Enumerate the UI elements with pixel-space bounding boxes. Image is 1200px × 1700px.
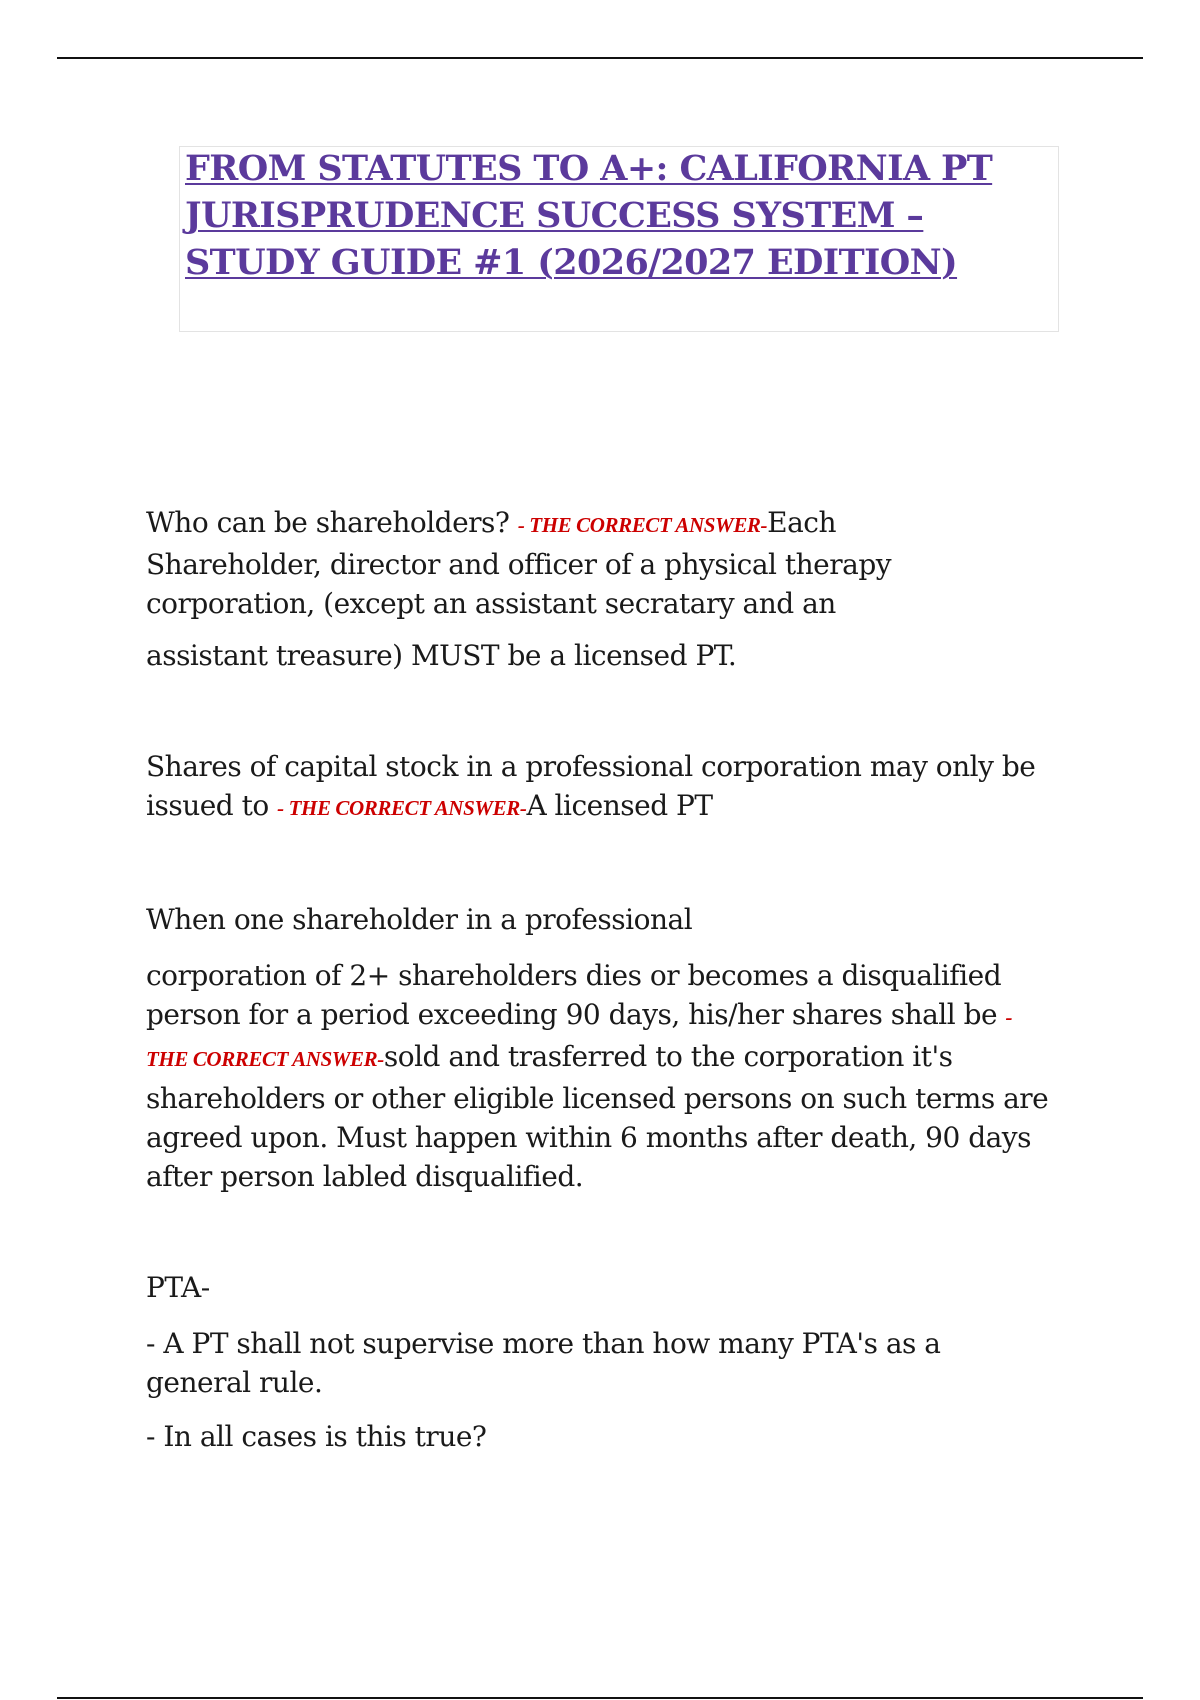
- answer-continuation: assistant treasure) MUST be a licensed PT.: [146, 639, 737, 672]
- correct-answer-marker: - THE CORRECT ANSWER-: [277, 796, 527, 820]
- document-title-link[interactable]: FROM STATUTES TO A+: CALIFORNIA PT JURISPRUDENCE SUCCESS SYSTEM – STUDY GUIDE #1 (2026/2027 EDITION): [185, 148, 993, 283]
- qa-item-4-line-2: - A PT shall not supervise more than how many PTA's as a general rule.: [146, 1327, 941, 1399]
- qa-item-4-line-3: - In all cases is this true?: [146, 1420, 487, 1453]
- question-text: Who can be shareholders?: [146, 506, 518, 539]
- answer-text: A licensed PT: [526, 789, 713, 822]
- question-text: corporation of 2+ shareholders dies or becomes a disqualified person for a period exceeding 90 days, his/her shares shall be: [146, 959, 1006, 1031]
- question-text: Shares of capital stock in a professional corporation may only be issued to: [146, 750, 1036, 822]
- correct-answer-marker: - THE CORRECT ANSWER-: [517, 513, 768, 537]
- answer-text: Each Shareholder, director and officer of a physical therapy corporation, (except an assistant secratary and an: [146, 506, 892, 620]
- answer-text: sold and trasferred to the corporation it's shareholders or other eligible licensed persons on such terms are agreed upon. Must happen within 6 months after death, 90 days after person labled disqualified.: [146, 1040, 1049, 1193]
- qa-item-3-line-1: When one shareholder in a professional: [146, 903, 693, 936]
- footer-rule: [57, 1697, 1143, 1699]
- qa-item-4-heading: PTA-: [146, 1271, 210, 1304]
- header-rule: [57, 57, 1143, 59]
- qa-item-3: [146, 956, 1051, 1196]
- qa-item-2: [146, 747, 1036, 828]
- qa-item-1: [146, 503, 916, 623]
- study-guide-content: [146, 503, 1049, 1456]
- document-title-box: [179, 146, 1059, 332]
- correct-answer-marker: - THE CORRECT ANSWER-: [146, 1005, 1013, 1071]
